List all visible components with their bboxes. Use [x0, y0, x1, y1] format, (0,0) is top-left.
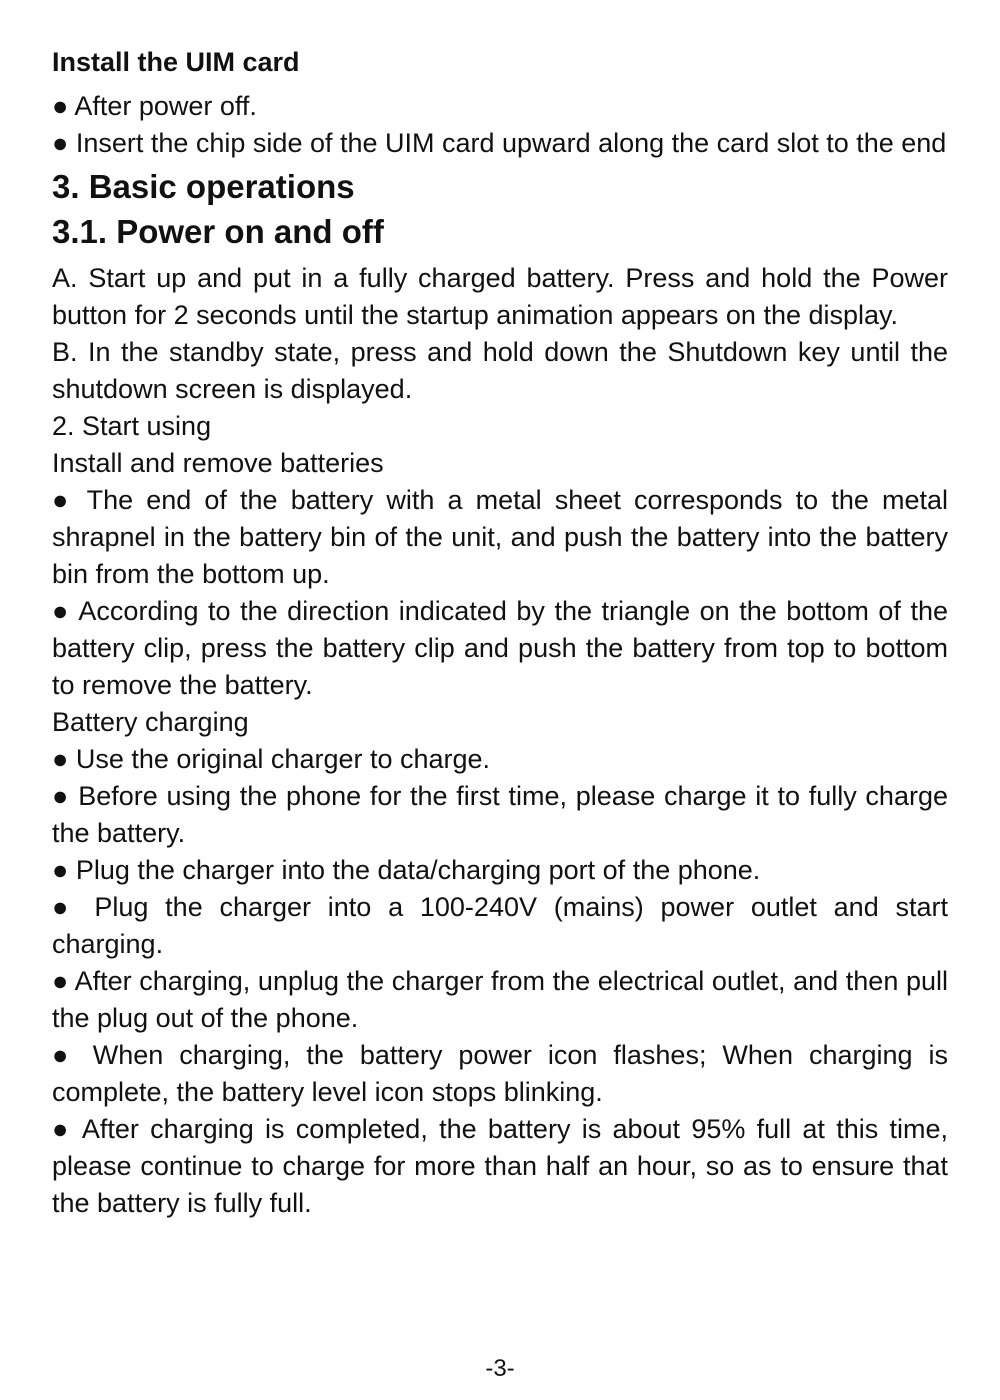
subsection-title: 3.1. Power on and off	[52, 213, 384, 250]
charging-bullet-3: ● Plug the charger into the data/charging port of the phone.	[52, 855, 761, 885]
bullet-icon: ●	[52, 485, 74, 515]
power-paragraph-a: A. Start up and put in a fully charged battery. Press and hold the Power button for 2 seconds until the startup animation appears on the display.	[52, 263, 948, 330]
bullet-icon: ●	[52, 1040, 77, 1070]
install-bullet-1: ● After power off.	[52, 91, 257, 121]
charging-heading: Battery charging	[52, 707, 249, 737]
bullet-icon: ●	[52, 855, 69, 885]
install-uim-heading: Install the UIM card	[52, 47, 300, 77]
bullet-icon: ●	[52, 966, 69, 996]
charging-bullet-6: ● When charging, the battery power icon flashes; When charging is complete, the battery level icon stops blinking.	[52, 1040, 948, 1107]
bullet-icon: ●	[52, 781, 70, 811]
bullet-icon: ●	[52, 892, 78, 922]
bullet-icon: ●	[52, 128, 69, 158]
install-bullet-2: ● Insert the chip side of the UIM card upward along the card slot to the end	[52, 128, 947, 158]
charging-bullet-4: ● Plug the charger into a 100-240V (mains) power outlet and start charging.	[52, 892, 948, 959]
charging-bullet-5: ● After charging, unplug the charger from the electrical outlet, and then pull the plug out of the phone.	[52, 966, 948, 1033]
battery-bullet-2: ● According to the direction indicated by the triangle on the bottom of the battery clip, press the battery clip and push the battery from top to bottom to remove the battery.	[52, 596, 948, 700]
start-using-label: 2. Start using	[52, 411, 212, 441]
manual-page	[52, 44, 948, 1222]
charging-bullet-2: ● Before using the phone for the first time, please charge it to fully charge the battery.	[52, 781, 948, 848]
bullet-icon: ●	[52, 596, 71, 626]
charging-bullet-7: ● After charging is completed, the battery is about 95% full at this time, please continue to charge for more than half an hour, so as to ensure that the battery is fully full.	[52, 1114, 948, 1218]
batteries-heading: Install and remove batteries	[52, 448, 384, 478]
section-title: 3. Basic operations	[52, 168, 355, 205]
power-paragraph-b: B. In the standby state, press and hold down the Shutdown key until the shutdown screen is displayed.	[52, 337, 948, 404]
bullet-icon: ●	[52, 91, 69, 121]
bullet-icon: ●	[52, 744, 69, 774]
battery-bullet-1: ● The end of the battery with a metal sheet corresponds to the metal shrapnel in the battery bin of the unit, and push the battery into the battery bin from the bottom up.	[52, 485, 948, 589]
page-number: -3-	[485, 1355, 515, 1382]
bullet-icon: ●	[52, 1114, 73, 1144]
charging-bullet-1: ● Use the original charger to charge.	[52, 744, 491, 774]
